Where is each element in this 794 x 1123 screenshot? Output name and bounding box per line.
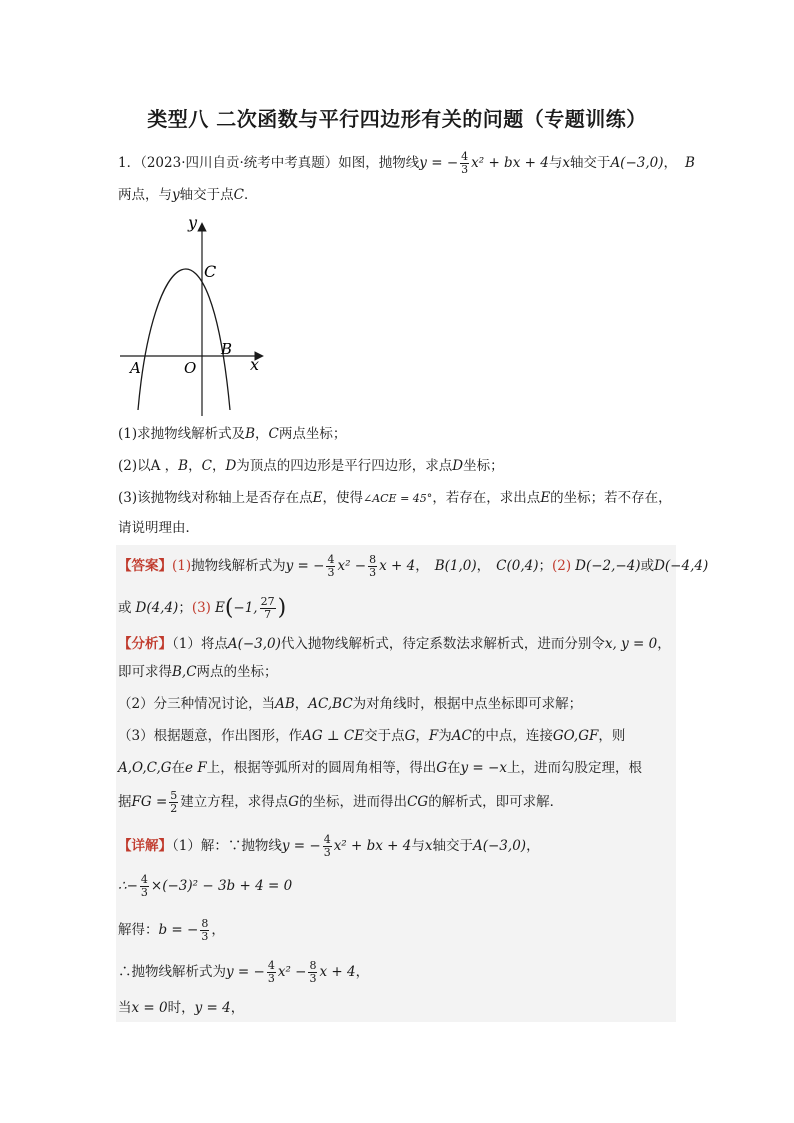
analysis-line-6: 据FG = $\frac{5}{2}$ 建立方程，求得点G的坐标，进而得出CG的解析式，即可求解． bbox=[118, 789, 564, 815]
point-a: A(−3,0) bbox=[610, 155, 664, 171]
parabola-figure bbox=[116, 210, 266, 418]
sub-question-2: (2)以A ，B，C，D为顶点的四边形是平行四边形，求点D坐标； bbox=[118, 458, 504, 474]
answer-tag: 【答案】 bbox=[118, 558, 172, 574]
equation-part: y = − bbox=[419, 155, 459, 171]
detail-tag: 【详解】 bbox=[118, 838, 172, 854]
sub-question-3: (3)该抛物线对称轴上是否存在点E，使得∠ACE = 45°，若存在，求出点E的坐标；若不存在， bbox=[118, 490, 672, 506]
analysis-line-2: 即可求得B,C两点的坐标； bbox=[118, 664, 278, 680]
fraction: $\frac{4}{3}$ bbox=[461, 150, 469, 176]
question-number: 1． bbox=[118, 155, 141, 171]
question-source: （2023·四川自贡·统考中考真题）如图，抛物线 bbox=[140, 155, 420, 171]
detail-line-2: ∴− $\frac{4}{3}$ ×(−3)² − 3b + 4 = 0 bbox=[118, 873, 293, 899]
analysis-line-1: 【分析】（1）将点A(−3,0)代入抛物线解析式，待定系数法求解析式，进而分别令x, y = 0， bbox=[118, 636, 671, 652]
answer-line-2: 或 D(4,4)；(3) E(−1, $\frac{27}{7}$ ) bbox=[118, 595, 287, 621]
equation-part: x² + bx + 4 bbox=[471, 155, 549, 171]
analysis-tag: 【分析】 bbox=[118, 636, 172, 652]
detail-line-1: 【详解】（1）解：∵抛物线y = − $\frac{4}{3}$ x² + bx + 4与x轴交于A(−3,0)， bbox=[118, 833, 540, 859]
analysis-line-4: （3）根据题意，作出图形，作AG ⊥ CE交于点G，F为AC的中点，连接GO,GF，则 bbox=[118, 728, 626, 744]
label-x: x bbox=[250, 355, 260, 374]
label-b: B bbox=[221, 340, 233, 358]
label-y: y bbox=[188, 213, 198, 232]
label-a: A bbox=[130, 359, 141, 377]
parabola-curve bbox=[138, 269, 233, 410]
sub-question-3-cont: 请说明理由． bbox=[118, 520, 199, 536]
analysis-line-5: A,O,C,G在e F上，根据等弧所对的圆周角相等，得出G在y = −x上，进而勾股定理，根 bbox=[118, 760, 642, 776]
detail-line-5: 当x = 0时，y = 4， bbox=[118, 1000, 245, 1016]
detail-line-4: ∴抛物线解析式为y = − $\frac{4}{3}$ x² − $\frac{8}{3}$ x + 4， bbox=[118, 959, 370, 985]
question-line-1: 1．（2023·四川自贡·统考中考真题）如图，抛物线y = − $\frac{4}{3}$ x² + bx + 4与x轴交于A(−3,0)， B bbox=[118, 150, 695, 176]
analysis-line-3: （2）分三种情况讨论，当AB，AC,BC为对角线时，根据中点坐标即可求解； bbox=[118, 696, 583, 712]
sub-question-1: (1)求抛物线解析式及B，C两点坐标； bbox=[118, 426, 347, 442]
question-line-2: 两点，与y轴交于点C． bbox=[118, 187, 258, 203]
detail-line-3: 解得：b = − $\frac{8}{3}$ ， bbox=[118, 917, 225, 943]
page-title: 类型八 二次函数与平行四边形有关的问题（专题训练） bbox=[147, 107, 647, 131]
answer-line-1: 【答案】(1)抛物线解析式为y = − $\frac{4}{3}$ x² − $\frac{8}{3}$ x + 4， B(1,0)， C(0,4)；(2) D(−2,−4)或D(−4,4) bbox=[118, 553, 709, 579]
label-o: O bbox=[184, 359, 197, 377]
label-c: C bbox=[204, 262, 217, 281]
